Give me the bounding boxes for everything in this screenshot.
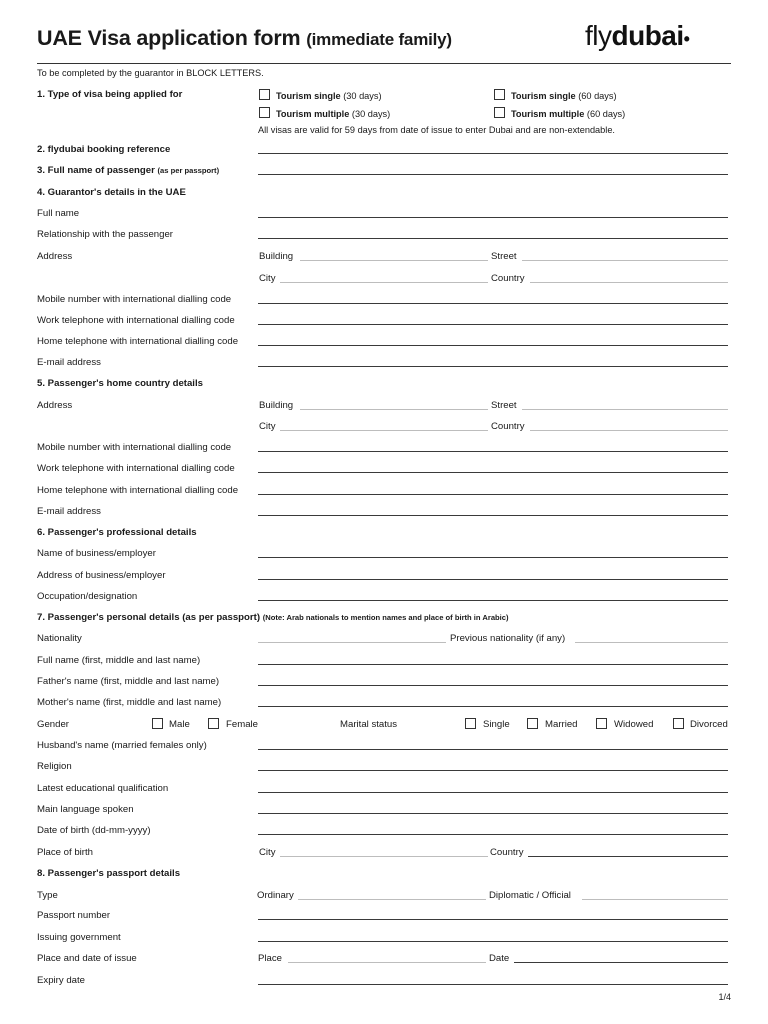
section-2-heading: 2. flydubai booking reference xyxy=(37,144,171,155)
city-label: City xyxy=(259,273,276,284)
guarantor-street-field[interactable] xyxy=(522,260,728,261)
passenger-full-name-field[interactable] xyxy=(258,174,728,175)
guarantor-relationship-field[interactable] xyxy=(258,238,728,239)
occupation-label: Occupation/designation xyxy=(37,591,138,602)
visa-tourism-single-30-checkbox[interactable] xyxy=(259,89,270,100)
title-text: UAE Visa application form xyxy=(37,26,301,50)
visa-option-label: Tourism single (30 days) xyxy=(276,91,382,101)
guarantor-email-label: E-mail address xyxy=(37,357,101,368)
visa-tourism-single-60-checkbox[interactable] xyxy=(494,89,505,100)
gender-male-label: Male xyxy=(169,719,190,730)
street-label: Street xyxy=(491,400,517,411)
gender-female-checkbox[interactable] xyxy=(208,718,219,729)
education-field[interactable] xyxy=(258,792,728,793)
passport-number-label: Passport number xyxy=(37,910,111,921)
guarantor-full-name-label: Full name xyxy=(37,208,80,219)
section-1-heading: 1. Type of visa being applied for xyxy=(37,89,183,100)
religion-label: Religion xyxy=(37,761,72,772)
building-label: Building xyxy=(259,251,294,262)
issue-place-field[interactable] xyxy=(288,962,486,963)
flydubai-logo: flydubai• xyxy=(585,20,690,51)
visa-validity-note: All visas are valid for 59 days from date of issue to enter Dubai and are non-extendable. xyxy=(258,125,615,135)
guarantor-relationship-label: Relationship with the passenger xyxy=(37,229,173,240)
marital-divorced-checkbox[interactable] xyxy=(673,718,684,729)
gender-label: Gender xyxy=(37,719,69,730)
passport-ordinary-label: Ordinary xyxy=(257,890,294,901)
gender-male-checkbox[interactable] xyxy=(152,718,163,729)
occupation-field[interactable] xyxy=(258,600,728,601)
guarantor-country-field[interactable] xyxy=(530,282,728,283)
husband-name-label: Husband's name (married females only) xyxy=(37,740,207,751)
passenger-country-field[interactable] xyxy=(530,430,728,431)
husband-name-field[interactable] xyxy=(258,749,728,750)
marital-widowed-label: Widowed xyxy=(614,719,654,730)
header-divider xyxy=(37,63,731,64)
pob-label: Place of birth xyxy=(37,847,93,858)
guarantor-home-phone-label: Home telephone with international dialling code xyxy=(37,336,239,347)
building-label: Building xyxy=(259,400,294,411)
passport-ordinary-field[interactable] xyxy=(298,899,486,900)
guarantor-mobile-label: Mobile number with international dialling code xyxy=(37,294,232,305)
guarantor-home-phone-field[interactable] xyxy=(258,345,728,346)
employer-address-field[interactable] xyxy=(258,579,728,580)
pob-city-field[interactable] xyxy=(280,856,488,857)
guarantor-address-label: Address xyxy=(37,251,73,262)
mother-name-label: Mother's name (first, middle and last name) xyxy=(37,697,222,708)
visa-option-label: Tourism multiple (30 days) xyxy=(276,109,391,119)
issue-date-field[interactable] xyxy=(514,962,728,963)
previous-nationality-label: Previous nationality (if any) xyxy=(450,633,566,644)
passport-type-label: Type xyxy=(37,890,58,901)
section-4-heading: 4. Guarantor's details in the UAE xyxy=(37,187,186,198)
section-3-heading: 3. Full name of passenger (as per passport) xyxy=(37,165,220,176)
passenger-address-label: Address xyxy=(37,400,73,411)
father-name-field[interactable] xyxy=(258,685,728,686)
passenger-work-phone-label: Work telephone with international dialling code xyxy=(37,463,235,474)
instruction-text: To be completed by the guarantor in BLOCK LETTERS. xyxy=(37,68,264,78)
father-name-label: Father's name (first, middle and last name) xyxy=(37,676,220,687)
country-label: Country xyxy=(491,421,525,432)
employer-name-field[interactable] xyxy=(258,557,728,558)
guarantor-city-field[interactable] xyxy=(280,282,488,283)
gender-female-label: Female xyxy=(226,719,258,730)
passenger-street-field[interactable] xyxy=(522,409,728,410)
guarantor-full-name-field[interactable] xyxy=(258,217,728,218)
page-title xyxy=(37,26,452,51)
religion-field[interactable] xyxy=(258,770,728,771)
guarantor-work-phone-field[interactable] xyxy=(258,324,728,325)
passenger-mobile-label: Mobile number with international dialling code xyxy=(37,442,232,453)
marital-single-label: Single xyxy=(483,719,510,730)
issue-place-label: Place xyxy=(258,953,282,964)
guarantor-mobile-field[interactable] xyxy=(258,303,728,304)
full-name-label: Full name (first, middle and last name) xyxy=(37,655,201,666)
passport-number-field[interactable] xyxy=(258,919,728,920)
passenger-building-field[interactable] xyxy=(300,409,488,410)
visa-tourism-multiple-60-checkbox[interactable] xyxy=(494,107,505,118)
issue-date-label: Date xyxy=(489,953,510,964)
nationality-field[interactable] xyxy=(258,642,446,643)
mother-name-field[interactable] xyxy=(258,706,728,707)
passenger-email-field[interactable] xyxy=(258,515,728,516)
city-label: City xyxy=(259,421,276,432)
pob-country-field[interactable] xyxy=(528,856,728,857)
booking-reference-field[interactable] xyxy=(258,153,728,154)
education-label: Latest educational qualification xyxy=(37,783,169,794)
passenger-work-phone-field[interactable] xyxy=(258,472,728,473)
visa-option-label: Tourism single (60 days) xyxy=(511,91,617,101)
marital-status-label: Marital status xyxy=(340,719,398,730)
previous-nationality-field[interactable] xyxy=(575,642,728,643)
expiry-date-field[interactable] xyxy=(258,984,728,985)
employer-name-label: Name of business/employer xyxy=(37,548,156,559)
street-label: Street xyxy=(491,251,517,262)
visa-option-label: Tourism multiple (60 days) xyxy=(511,109,626,119)
pob-country-label: Country xyxy=(490,847,524,858)
passenger-home-phone-field[interactable] xyxy=(258,494,728,495)
place-date-issue-label: Place and date of issue xyxy=(37,953,137,964)
issuing-government-field[interactable] xyxy=(258,941,728,942)
guarantor-work-phone-label: Work telephone with international dialling code xyxy=(37,315,235,326)
guarantor-email-field[interactable] xyxy=(258,366,728,367)
passenger-city-field[interactable] xyxy=(280,430,488,431)
nationality-label: Nationality xyxy=(37,633,82,644)
marital-divorced-label: Divorced xyxy=(690,719,728,730)
full-name-field[interactable] xyxy=(258,664,728,665)
passport-diplomatic-field[interactable] xyxy=(582,899,728,900)
dob-label: Date of birth (dd-mm-yyyy) xyxy=(37,825,151,836)
section-5-heading: 5. Passenger's home country details xyxy=(37,378,203,389)
issuing-government-label: Issuing government xyxy=(37,932,121,943)
guarantor-building-field[interactable] xyxy=(300,260,488,261)
passenger-email-label: E-mail address xyxy=(37,506,101,517)
passenger-home-phone-label: Home telephone with international dialling code xyxy=(37,485,239,496)
passenger-mobile-field[interactable] xyxy=(258,451,728,452)
passport-diplomatic-label: Diplomatic / Official xyxy=(489,890,571,901)
title-subtitle: (immediate family) xyxy=(306,30,452,49)
language-field[interactable] xyxy=(258,813,728,814)
section-7-heading: 7. Passenger's personal details (as per passport) (Note: Arab nationals to mention names and place of birth in Arabic) xyxy=(37,612,509,623)
page-number: 1/4 xyxy=(718,992,731,1002)
expiry-date-label: Expiry date xyxy=(37,975,85,986)
marital-widowed-checkbox[interactable] xyxy=(596,718,607,729)
language-label: Main language spoken xyxy=(37,804,134,815)
marital-single-checkbox[interactable] xyxy=(465,718,476,729)
section-8-heading: 8. Passenger's passport details xyxy=(37,868,181,879)
section-6-heading: 6. Passenger's professional details xyxy=(37,527,197,538)
employer-address-label: Address of business/employer xyxy=(37,570,166,581)
dob-field[interactable] xyxy=(258,834,728,835)
pob-city-label: City xyxy=(259,847,276,858)
country-label: Country xyxy=(491,273,525,284)
visa-tourism-multiple-30-checkbox[interactable] xyxy=(259,107,270,118)
marital-married-checkbox[interactable] xyxy=(527,718,538,729)
marital-married-label: Married xyxy=(545,719,578,730)
